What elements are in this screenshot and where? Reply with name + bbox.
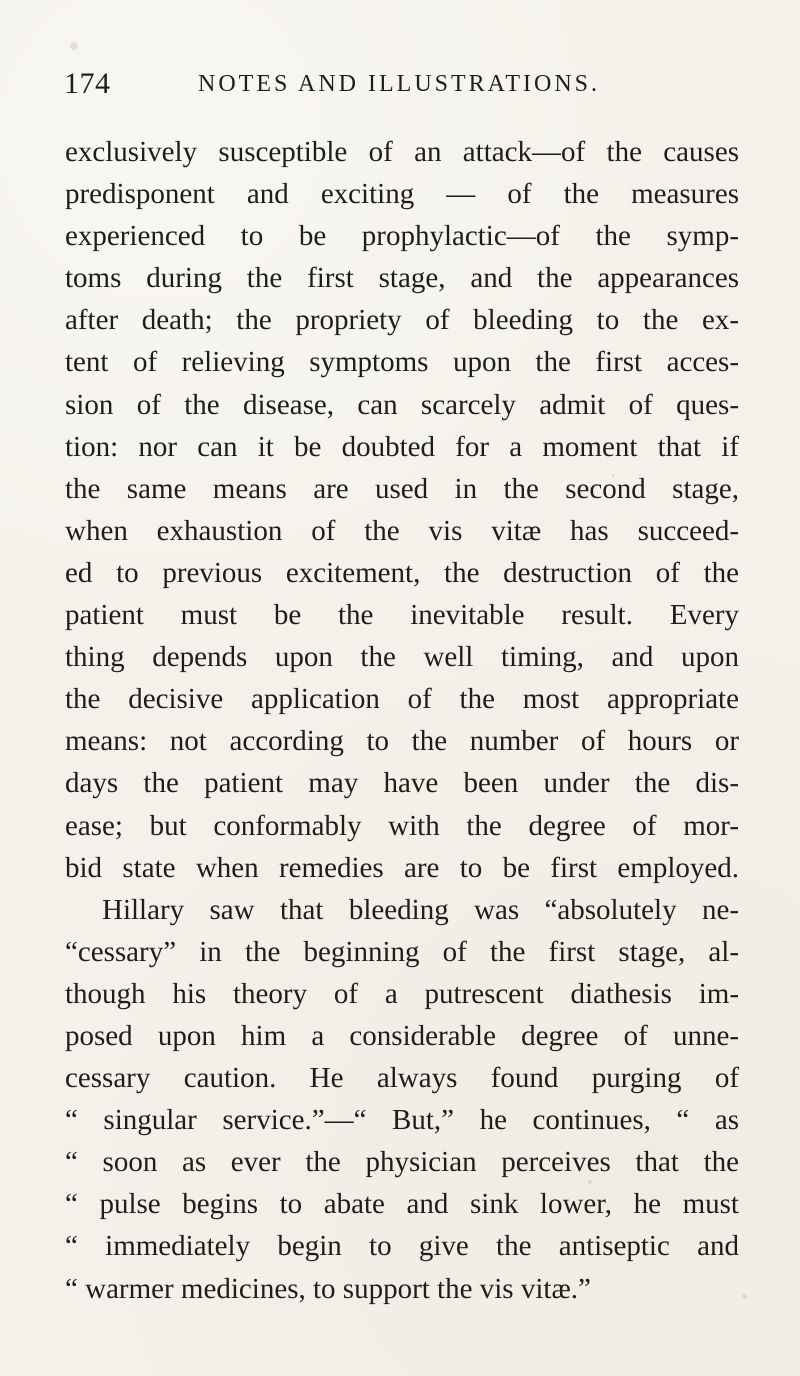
text-line: posed upon him a considerable degree of unne-: [65, 1019, 739, 1052]
text-line: days the patient may have been under the dis-: [65, 767, 739, 800]
text-line: means: not according to the number of hours or: [65, 725, 739, 758]
text-line: though his theory of a putrescent diathesis im-: [65, 977, 739, 1010]
text-line: toms during the first stage, and the appearances: [65, 262, 739, 295]
text-line: cessary caution. He always found purging of: [65, 1062, 739, 1095]
page-header: [64, 66, 736, 102]
page-number: 174: [64, 67, 111, 100]
text-line: the same means are used in the second stage,: [65, 472, 739, 505]
text-line: ease; but conformably with the degree of mor-: [65, 809, 739, 842]
text-line: “cessary” in the beginning of the first stage, al-: [65, 935, 739, 968]
text-line: sion of the disease, can scarcely admit of ques-: [65, 388, 739, 421]
text-line: tion: nor can it be doubted for a moment that if: [65, 430, 739, 463]
text-line: “ warmer medicines, to support the vis vitæ.”: [65, 1272, 591, 1305]
text-line: experienced to be prophylactic—of the symp-: [65, 220, 739, 253]
paper-speck: [742, 1294, 747, 1299]
paper-speck: [70, 42, 78, 50]
text-line: the decisive application of the most appropriate: [65, 683, 739, 716]
text-line: patient must be the inevitable result. Every: [65, 599, 739, 632]
text-line: tent of relieving symptoms upon the first acces-: [65, 346, 739, 379]
text-line: thing depends upon the well timing, and upon: [65, 641, 739, 674]
text-line: predisponent and exciting — of the measures: [65, 178, 739, 211]
text-line: “ singular service.”—“ But,” he continues, “ as: [65, 1104, 739, 1137]
text-line: ed to previous excitement, the destruction of the: [65, 556, 739, 589]
text-line: after death; the propriety of bleeding to the ex-: [65, 304, 739, 337]
text-line: “ soon as ever the physician perceives that the: [65, 1146, 739, 1179]
text-line: “ pulse begins to abate and sink lower, he must: [65, 1188, 739, 1221]
running-title: NOTES AND ILLUSTRATIONS.: [198, 71, 600, 97]
text-line: bid state when remedies are to be first employed.: [65, 851, 739, 884]
body-text: [65, 131, 739, 1310]
text-line: when exhaustion of the vis vitæ has succeed-: [65, 514, 739, 547]
text-line: exclusively susceptible of an attack—of the causes: [65, 136, 739, 168]
text-line: “ immediately begin to give the antiseptic and: [65, 1230, 739, 1263]
text-line: Hillary saw that bleeding was “absolutely ne-: [102, 893, 739, 926]
